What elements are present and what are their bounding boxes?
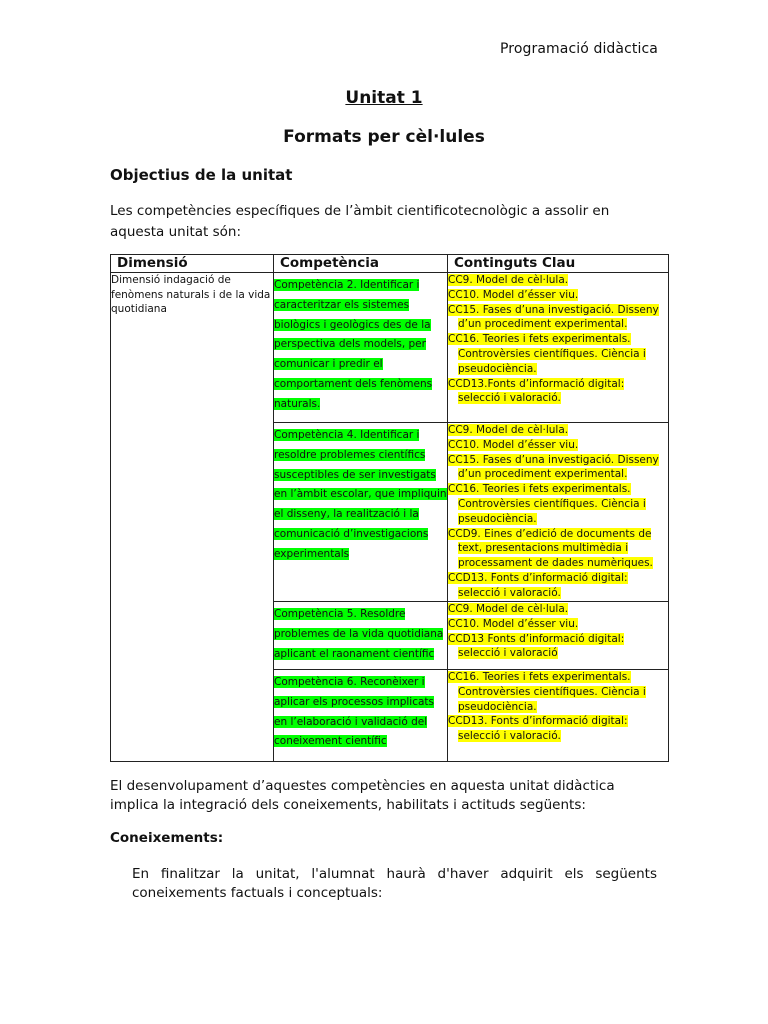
content-item-text: CC16. Teories i fets experimentals. Controvèrsies científiques. Ciència i pseudociència.: [448, 333, 646, 375]
content-item: [448, 670, 668, 714]
contents-cell: [448, 670, 669, 762]
content-item-text: CC10. Model d’ésser viu.: [448, 438, 579, 451]
competence-text: Competència 5. Resoldre problemes de la vida quotidiana aplicant el raonament científic: [274, 608, 444, 660]
document-header: Programació didàctica: [500, 41, 658, 57]
contents-cell: [448, 602, 669, 670]
competence-text: Competència 6. Reconèixer i aplicar els processos implicats en l’elaboració i validació del coneixement científic: [274, 676, 435, 748]
content-item-text: CCD13. Fonts d’informació digital: selecció i valoració.: [448, 715, 628, 743]
dimension-text: Dimensió indagació de fenòmens naturals i de la vida quotidiana: [111, 274, 271, 315]
content-item-text: CC10. Model d’ésser viu.: [448, 288, 579, 301]
competence-cell: [274, 423, 448, 602]
competence-cell: [274, 273, 448, 423]
content-item: [448, 617, 668, 632]
content-item-text: CC9. Model de cèl·lula.: [448, 424, 569, 436]
development-paragraph: El desenvolupament d’aquestes competències en aquesta unitat didàctica implica la integració dels coneixements, habilitats i actituds següents:: [110, 778, 615, 813]
content-item-text: CCD13.Fonts d’informació digital: selecció i valoració.: [448, 377, 625, 405]
content-item-text: CC16. Teories i fets experimentals. Controvèrsies científiques. Ciència i pseudociència.: [448, 671, 646, 713]
content-item: [448, 714, 668, 744]
content-item-text: CC15. Fases d’una investigació. Disseny d’un procediment experimental.: [448, 453, 659, 481]
content-item: [448, 632, 668, 662]
content-item: [448, 571, 668, 601]
content-item: [448, 377, 668, 407]
dimension-cell: [111, 273, 274, 762]
competence-cell: [274, 602, 448, 670]
content-item: [448, 273, 668, 288]
header-competencia: Competència: [274, 255, 448, 273]
content-item-text: CC16. Teories i fets experimentals. Controvèrsies científiques. Ciència i pseudociència.: [448, 483, 646, 525]
competence-cell: [274, 670, 448, 762]
content-item-text: CC9. Model de cèl·lula.: [448, 603, 569, 615]
header-continguts: Continguts Clau: [448, 255, 669, 273]
content-item-text: CCD13 Fonts d’informació digital: selecció i valoració: [448, 632, 625, 660]
objectives-heading: Objectius de la unitat: [110, 166, 293, 184]
content-item: [448, 527, 668, 571]
content-item: [448, 453, 668, 483]
knowledge-heading: Coneixements:: [110, 830, 224, 846]
content-item: [448, 482, 668, 526]
intro-paragraph: Les competències específiques de l’àmbit cientificotecnològic a assolir en aquesta unitat són:: [110, 203, 610, 240]
contents-cell: [448, 273, 669, 423]
content-item-text: CC9. Model de cèl·lula.: [448, 274, 569, 286]
competence-text: Competència 2. Identificar i caracteritzar els sistemes biològics i geològics des de la perspectiva dels models, per comunicar i predir el comportament dels fenòmens naturals.: [274, 279, 433, 410]
content-item-text: CCD13. Fonts d’informació digital: selecció i valoració.: [448, 571, 628, 599]
content-item-text: CC15. Fases d’una investigació. Disseny d’un procediment experimental.: [448, 303, 659, 331]
content-item: [448, 332, 668, 376]
content-item-text: CCD9. Eines d’edició de documents de text, presentacions multimèdia i processament de dades numèriques.: [448, 527, 653, 570]
content-item: [448, 288, 668, 303]
content-item: [448, 602, 668, 617]
unit-subtitle: Formats per cèl·lules: [283, 127, 485, 147]
header-dimensio: Dimensió: [111, 255, 274, 273]
content-item-text: CC10. Model d’ésser viu.: [448, 617, 579, 630]
unit-title: Unitat 1: [345, 88, 423, 108]
competence-text: Competència 4. Identificar i resoldre problemes científics susceptibles de ser investigats en l’àmbit escolar, que impliquin el disseny, la realització i la comunicació d’investigacions experimentals: [274, 429, 447, 560]
content-item: [448, 438, 668, 453]
table-header-row: [111, 255, 669, 273]
contents-cell: [448, 423, 669, 602]
table-row: [111, 273, 669, 423]
content-item: [448, 423, 668, 438]
knowledge-paragraph: En finalitzar la unitat, l'alumnat haurà d'haver adquirit els següents coneixements factuals i conceptuals:: [132, 866, 657, 901]
competences-table: [110, 254, 669, 762]
content-item: [448, 303, 668, 333]
